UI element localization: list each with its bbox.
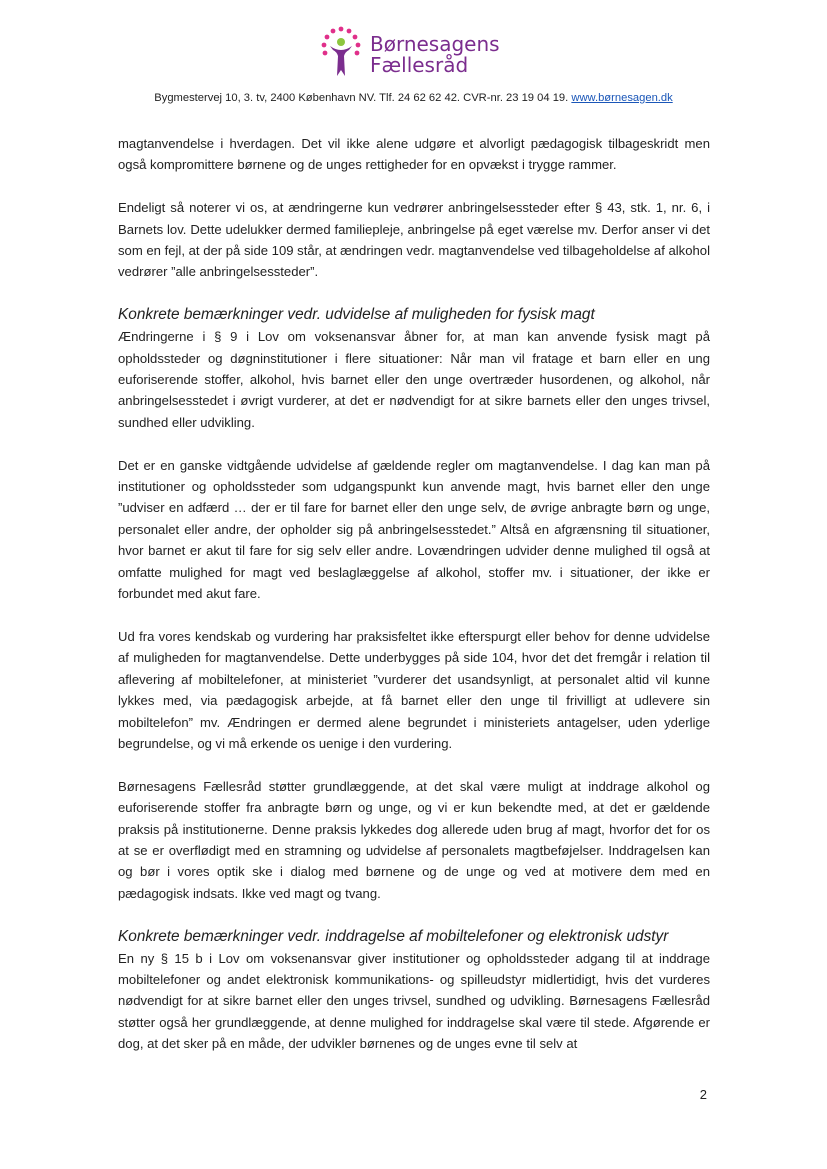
logo-line-2: Fællesråd: [370, 53, 469, 77]
logo-figure-icon: [318, 26, 364, 78]
paragraph-3: Ændringerne i § 9 i Lov om voksenansvar åbner for, at man kan anvende fysisk magt på opholdssteder og døgninstitutioner i flere situationer: Når man vil fratage et barn eller en ung euforiserende stoffer, alkohol, hvis barnet eller den unge overtræder husordenen, og alkohol, når anbringelsesstedet i øvrigt vurderer, at det er nødvendigt for at sikre barnets eller den unges trivsel, sundhed eller udvikling.: [118, 329, 710, 430]
paragraph-7: En ny § 15 b i Lov om voksenansvar giver institutioner og opholdssteder adgang til at inddrage mobiltelefoner og andet elektronisk kommunikations- og spilleudstyr midlertidigt, hvis det vurderes nødvendigt for at sikre barnet eller den unges trivsel, sundhed og udvikling. Børnesagens Fællesråd støtter også her grundlæggende, at denne mulighed for inddragelse skal være til stede. Afgørende er dog, at det sker på en måde, der udvikler børnenes og de unges evne til selv at: [118, 950, 710, 1052]
document-body: [118, 133, 710, 1076]
paragraph-1: magtanvendelse i hverdagen. Det vil ikke alene udgøre et alvorligt pædagogisk tilbageskridt men også kompromittere børnene og de unges rettigheder for en opvækst i trygge rammer.: [118, 136, 710, 173]
section-heading-physical-force: Konkrete bemærkninger vedr. udvidelse af muligheden for fysisk magt: [118, 306, 595, 324]
logo-line-1: Børnesagens: [370, 32, 500, 56]
logo: [318, 26, 518, 82]
section-heading-mobile-phones: Konkrete bemærkninger vedr. inddragelse af mobiltelefoner og elektronisk udstyr: [118, 927, 669, 945]
paragraph-5: Ud fra vores kendskab og vurdering har praksisfeltet ikke efterspurgt eller behov for denne udvidelse af muligheden for magtanvendelse. Dette underbygges på side 104, hvor det det fremgår i relation til aflevering af mobiltelefoner, at ministeriet ”vurderer det usandsynligt, at personalet altid vil kunne lykkes med, via pædagogisk arbejde, at få barnet eller den unge til frivilligt at udlevere sin mobiltelefon” mv. Ændringen er dermed alene begrundet i ministeriets antagelser, uden yderlige begrundelse, og vi må erkende os uenige i den vurdering.: [118, 628, 710, 751]
contact-text: Bygmestervej 10, 3. tv, 2400 København NV. Tlf. 24 62 62 42. CVR-nr. 23 19 04 19.: [154, 92, 569, 104]
paragraph-2: Endeligt så noterer vi os, at ændringerne kun vedrører anbringelsessteder efter § 43, stk. 1, nr. 6, i Barnets lov. Dette udelukker dermed familiepleje, anbringelse på eget værelse mv. Derfor anser vi det som en fejl, at der på side 109 står, at ændringen vedr. magtanvendelse ved tilbageholdelse af alkohol vedrører ”alle anbringelsessteder”.: [118, 200, 710, 280]
paragraph-6: Børnesagens Fællesråd støtter grundlæggende, at det skal være muligt at inddrage alkohol og euforiserende stoffer fra anbragte børn og unge, og vi er kun bekendte med, at det er gældende praksis på institutionerne. Denne praksis lykkedes dog allerede uden brug af magt, hvorfor det for os at se er overflødigt med en stramning og udvidelse af personalets magtbeføjelser. Inddragelsen kan og bør i vores optik ske i dialog med børnene og de unge og ved at motivere dem med en pædagogisk indsats. Ikke ved magt og tvang.: [118, 778, 710, 901]
website-link[interactable]: www.børnesagen.dk: [571, 92, 673, 104]
contact-line: [0, 92, 827, 104]
page-number: 2: [699, 1087, 707, 1102]
paragraph-4: Det er en ganske vidtgående udvidelse af gældende regler om magtanvendelse. I dag kan man på institutioner og opholdssteder som udgangspunkt kun anvende magt, hvis barnet eller den unge ”udviser en adfærd … der er til fare for barnet eller den unge selv, de øvrige anbragte børn og unge, personalet eller andre, der opholder sig på anbringelsesstedet.” Altså en afgrænsning til situationer, hvor barnet er akut til fare for sig selv eller andre. Lovændringen udvider denne mulighed til også at omfatte mulighed for magt ved beslaglæggelse af alkohol, stoffer mv. i situationer, der ikke er forbundet med akut fare.: [118, 457, 710, 602]
